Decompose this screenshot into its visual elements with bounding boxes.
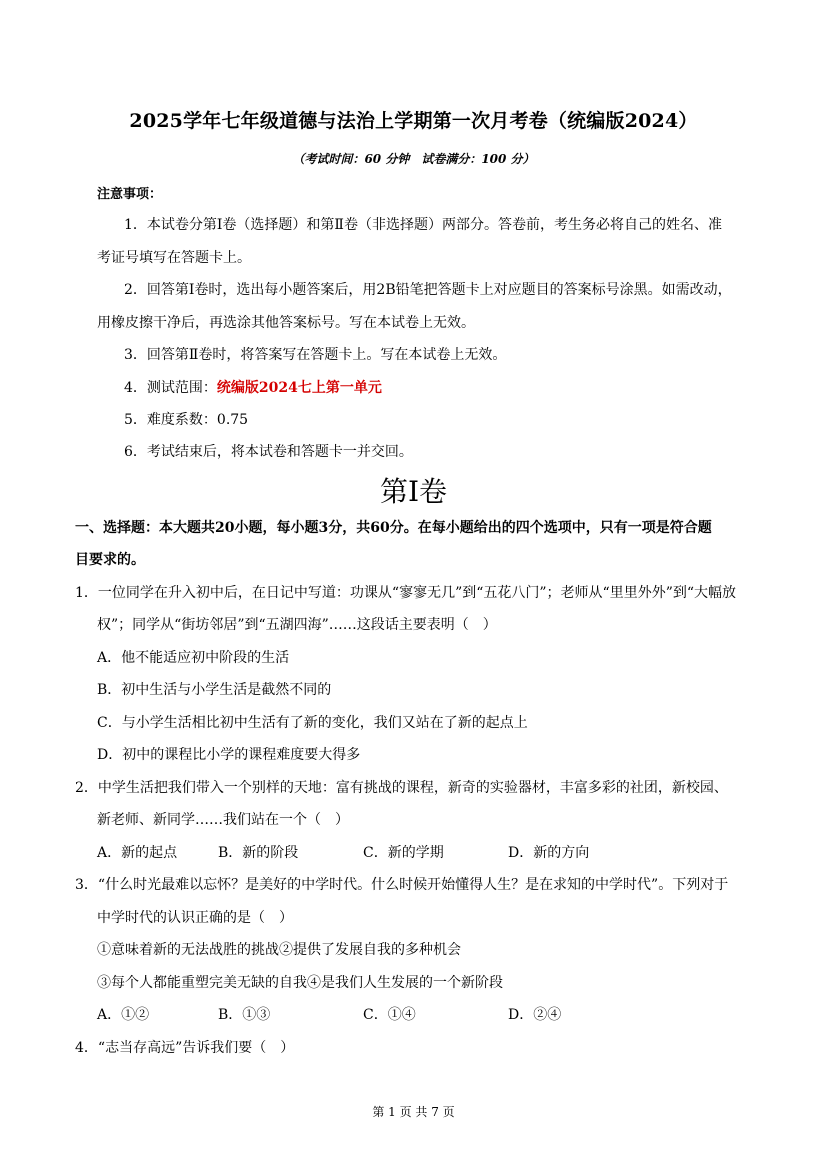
q3-option-c: C．①④ xyxy=(363,1007,416,1023)
q3-stem-2: 中学时代的认识正确的是（ ） xyxy=(97,910,293,926)
note-2a: 2．回答第Ⅰ卷时，选出每小题答案后，用2B铅笔把答题卡上对应题目的答案标号涂黑。如需改动， xyxy=(124,282,732,298)
q1-option-b: B．初中生活与小学生活是截然不同的 xyxy=(97,682,332,698)
note-4 xyxy=(124,377,382,397)
q2-stem-1: 2．中学生活把我们带入一个别样的天地：富有挑战的课程，新奇的实验器材，丰富多彩的社团，新校园、 xyxy=(75,780,728,796)
q3-statements-1: ①意味着新的无法战胜的挑战②提供了发展自我的多种机会 xyxy=(97,942,461,958)
note-1a: 1．本试卷分第Ⅰ卷（选择题）和第Ⅱ卷（非选择题）两部分。答卷前，考生务必将自己的姓名、准 xyxy=(124,217,722,233)
q1-option-a: A．他不能适应初中阶段的生活 xyxy=(97,650,290,666)
note-1b: 考证号填写在答题卡上。 xyxy=(97,250,251,266)
q2-option-a: A．新的起点 xyxy=(97,845,178,861)
q3-statements-2: ③每个人都能重塑完美无缺的自我④是我们人生发展的一个新阶段 xyxy=(97,975,503,991)
section1-line2: 目要求的。 xyxy=(75,552,145,568)
notes-heading: 注意事项： xyxy=(97,187,163,202)
q2-stem-2: 新老师、新同学……我们站在一个（ ） xyxy=(97,812,349,828)
page-footer: 第 1 页 共 7 页 xyxy=(372,1105,455,1119)
q4-stem-1: 4．“志当存高远”告诉我们要（ ） xyxy=(75,1040,295,1056)
q1-option-d: D．初中的课程比小学的课程难度要大得多 xyxy=(97,747,361,763)
q3-option-b: B．①③ xyxy=(218,1007,271,1023)
q3-option-d: D．②④ xyxy=(508,1007,562,1023)
volume-title: 第Ⅰ卷 xyxy=(379,475,448,508)
section1-line1: 一、选择题：本大题共20小题，每小题3分，共60分。在每小题给出的四个选项中，只有一项是符合题 xyxy=(75,520,712,536)
q2-option-d: D．新的方向 xyxy=(508,845,590,861)
q1-stem-2: 权”；同学从“街坊邻居”到“五湖四海”……这段话主要表明（ ） xyxy=(97,617,497,633)
note-5: 5．难度系数：0.75 xyxy=(124,412,249,428)
q2-option-c: C．新的学期 xyxy=(363,845,444,861)
note-6: 6．考试结束后，将本试卷和答题卡一并交回。 xyxy=(124,444,413,460)
exam-title: 2025学年七年级道德与法治上学期第一次月考卷（统编版2024） xyxy=(129,110,698,132)
q2-option-b: B．新的阶段 xyxy=(218,845,299,861)
q3-option-a: A．①② xyxy=(97,1007,150,1023)
note-4-range: 统编版2024七上第一单元 xyxy=(216,380,382,396)
q1-option-c: C．与小学生活相比初中生活有了新的变化，我们又站在了新的起点上 xyxy=(97,715,528,731)
exam-subtitle: （考试时间：60 分钟 试卷满分：100 分） xyxy=(292,152,535,166)
note-3: 3．回答第Ⅱ卷时，将答案写在答题卡上。写在本试卷上无效。 xyxy=(124,347,507,363)
note-2b: 用橡皮擦干净后，再选涂其他答案标号。写在本试卷上无效。 xyxy=(97,315,475,331)
note-4-prefix: 4．测试范围： xyxy=(124,380,217,396)
q3-stem-1: 3．“什么时光最难以忘怀？是美好的中学时代。什么时候开始懂得人生？是在求知的中学时代”。下列对于 xyxy=(75,877,729,893)
q1-stem-1: 1．一位同学在升入初中后，在日记中写道：功课从“寥寥无几”到“五花八门”；老师从“里里外外”到“大幅放 xyxy=(75,585,737,601)
